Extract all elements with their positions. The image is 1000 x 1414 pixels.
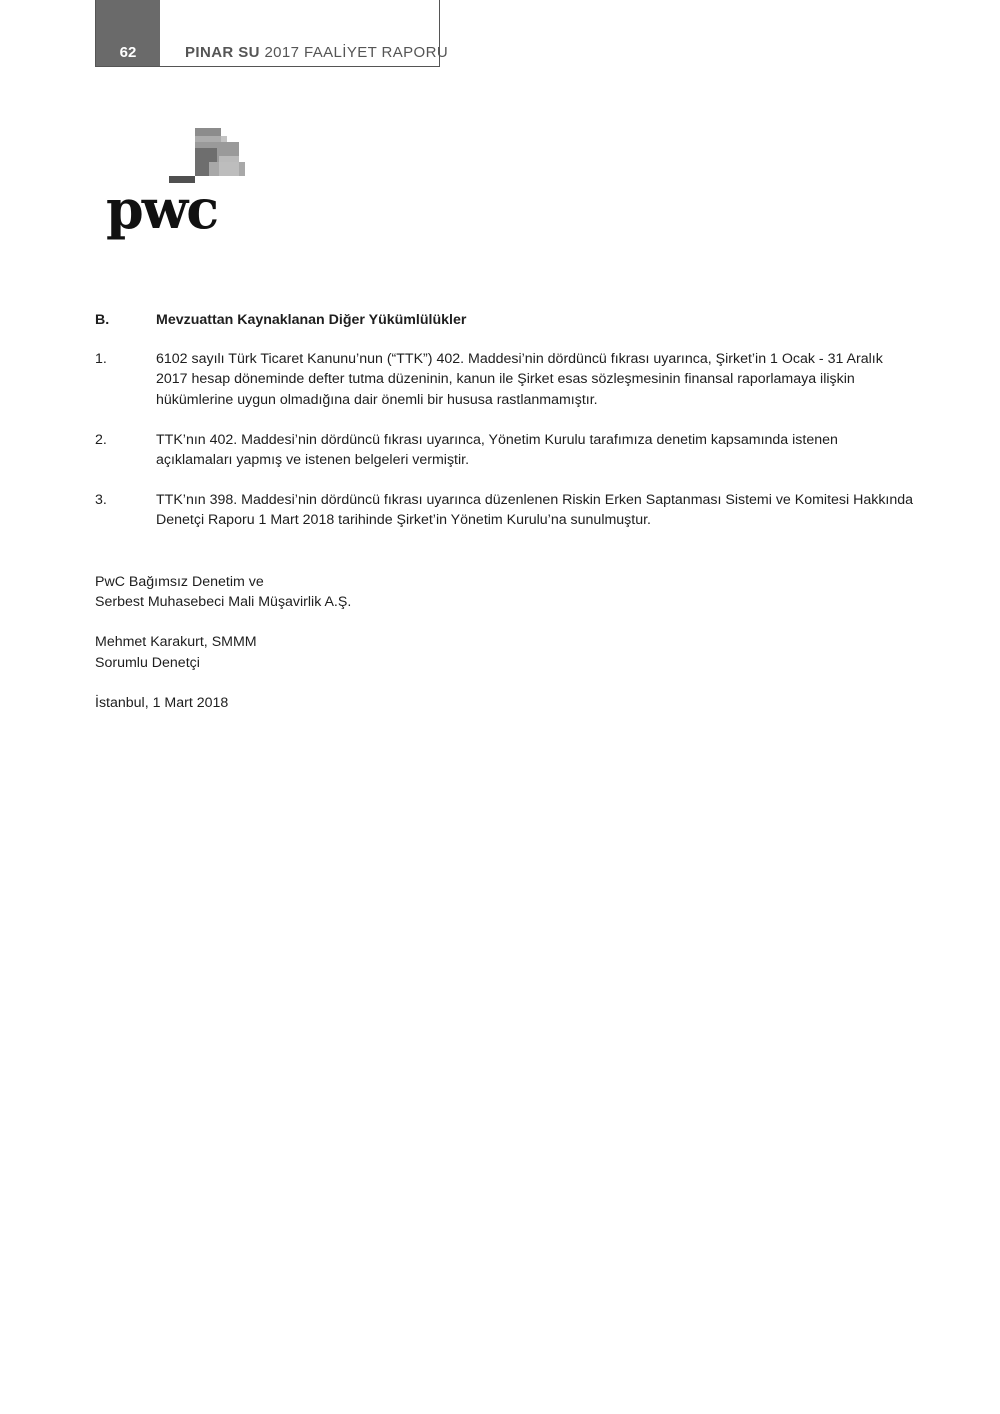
firm-name-line2: Serbest Muhasebeci Mali Müşavirlik A.Ş. [95,594,352,611]
signature-block [95,572,351,713]
list-item [95,349,915,410]
page-header [95,0,449,67]
list-item [95,430,915,470]
page-number: 62 [96,0,160,66]
list-item-text: 6102 sayılı Türk Ticaret Kanunu’nun (“TTK”) 402. Maddesi’nin dördüncü fıkrası uyarınca, Şirket’in 1 Ocak - 31 Aralık 2017 hesap döneminde defter tutma düzeninin, kanun ile Şirket esas sözleşmesinin finansal raporlamaya ilişkin hükümlerine uygun olmadığına dair önemli bir hususa rastlanmamıştır. [156,351,883,408]
section-letter: B. [95,312,110,328]
list-item-text: TTK’nın 398. Maddesi’nin dördüncü fıkrası uyarınca düzenlenen Riskin Erken Saptanması Sistemi ve Komitesi Hakkında Denetçi Raporu 1 Mart 2018 tarihinde Şirket’in Yönetim Kurulu’na sunulmuştur. [156,492,914,529]
section-title: Mevzuattan Kaynaklanan Diğer Yükümlülükler [156,312,467,328]
report-brand: PINAR SU [185,44,260,61]
signatory-role: Sorumlu Denetçi [95,654,200,671]
section-heading [95,310,915,330]
list-item-text: TTK’nın 402. Maddesi’nin dördüncü fıkrası uyarınca, Yönetim Kurulu tarafımıza denetim kapsamında istenen açıklamaları yapmış ve istenen belgeleri vermiştir. [156,431,838,469]
pwc-logo-blocks [169,128,245,183]
signatory-name: Mehmet Karakurt, SMMM [95,634,257,651]
list-item-number: 2. [95,431,107,448]
obligations-section [95,310,915,531]
pwc-logo [100,120,260,250]
list-item-number: 1. [95,351,107,368]
report-title-rest: 2017 FAALİYET RAPORU [259,44,449,61]
place-date: İstanbul, 1 Mart 2018 [95,694,229,711]
firm-name-line1: PwC Bağımsız Denetim ve [95,574,264,590]
pwc-logo-text: pwc [106,177,218,241]
list-item [95,490,915,530]
report-title [185,44,448,61]
list-item-number: 3. [95,492,107,509]
